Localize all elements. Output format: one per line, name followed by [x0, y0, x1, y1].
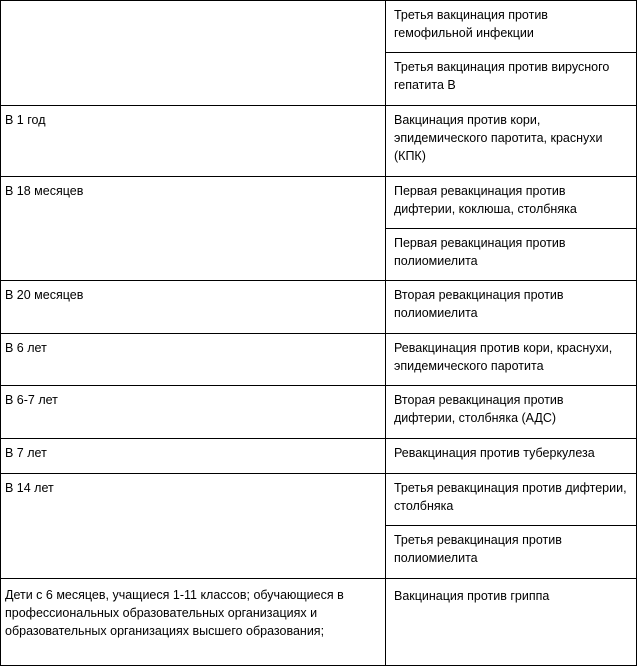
vaccination-text: Ревакцинация против туберкулеза [394, 446, 595, 460]
age-text: В 1 год [5, 113, 46, 127]
vaccination-cell [386, 106, 637, 177]
vaccination-text: Вакцинация против гриппа [394, 589, 550, 603]
age-cell [1, 106, 386, 177]
vaccination-text: Третья вакцинация против гемофильной инфекции [394, 8, 548, 40]
vaccination-text: Вторая ревакцинация против дифтерии, столбняка (АДС) [394, 393, 564, 425]
age-cell [1, 386, 386, 439]
table-row [1, 579, 637, 666]
age-text: Дети с 6 месяцев, учащиеся 1-11 классов; обучающиеся в профессиональных образовательных организациях и образовательных организациях высшего образования; [5, 588, 344, 638]
vaccination-cell [386, 281, 637, 334]
age-cell [1, 334, 386, 386]
table-row [1, 106, 637, 177]
vaccination-cell [386, 526, 637, 579]
age-text: В 18 месяцев [5, 184, 84, 198]
age-text: В 7 лет [5, 446, 47, 460]
table-row [1, 439, 637, 474]
age-text [1, 1, 385, 6]
age-cell [1, 579, 386, 666]
table-row [1, 474, 637, 526]
vaccination-text: Третья ревакцинация против полиомиелита [394, 533, 562, 565]
age-text: В 6 лет [5, 341, 47, 355]
age-cell [1, 1, 386, 106]
age-cell [1, 281, 386, 334]
age-cell [1, 439, 386, 474]
vaccination-text: Первая ревакцинация против дифтерии, коклюша, столбняка [394, 184, 577, 216]
table-row [1, 281, 637, 334]
vaccination-text: Третья ревакцинация против дифтерии, столбняка [394, 481, 627, 513]
table-row [1, 177, 637, 229]
table-row [1, 386, 637, 439]
vaccination-text: Вторая ревакцинация против полиомиелита [394, 288, 564, 320]
age-cell [1, 474, 386, 579]
age-cell [1, 177, 386, 281]
vaccination-cell [386, 474, 637, 526]
table-row [1, 334, 637, 386]
age-text: В 14 лет [5, 481, 54, 495]
vaccination-text: Вакцинация против кори, эпидемического паротита, краснухи (КПК) [394, 113, 603, 163]
vaccination-cell [386, 386, 637, 439]
vaccination-cell [386, 439, 637, 474]
vaccination-cell [386, 1, 637, 53]
age-text: В 20 месяцев [5, 288, 84, 302]
vaccination-text: Ревакцинация против кори, краснухи, эпидемического паротита [394, 341, 613, 373]
vaccination-cell [386, 579, 637, 666]
table-row [1, 1, 637, 53]
vaccination-cell [386, 334, 637, 386]
vaccination-text: Третья вакцинация против вирусного гепатита В [394, 60, 610, 92]
age-text: В 6-7 лет [5, 393, 58, 407]
vaccination-cell [386, 177, 637, 229]
vaccination-text: Первая ревакцинация против полиомиелита [394, 236, 566, 268]
vaccination-cell [386, 229, 637, 281]
vaccination-cell [386, 53, 637, 106]
